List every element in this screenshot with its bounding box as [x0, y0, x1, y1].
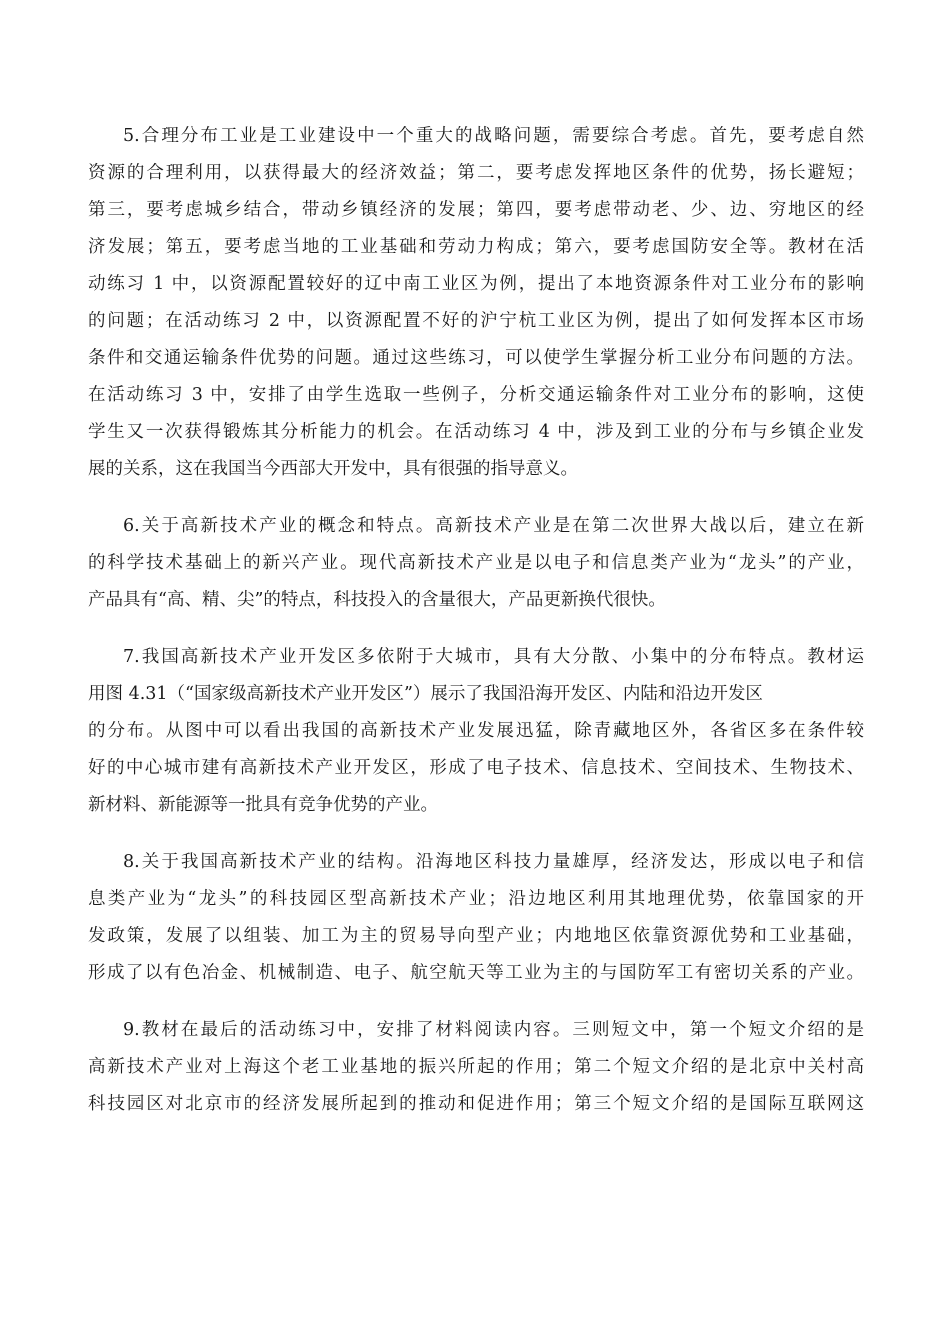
text-line: 科技园区对北京市的经济发展所起到的推动和促进作用；第三个短文介绍的是国际互联网这: [88, 1094, 864, 1114]
text-line: 的科学技术基础上的新兴产业。现代高新技术产业是以电子和信息类产业为“龙头”的产业，: [88, 553, 864, 573]
text-line: 在活动练习 3 中，安排了由学生选取一些例子，分析交通运输条件对工业分布的影响，这使: [88, 385, 864, 405]
paragraph-5: [88, 118, 864, 488]
document-page: [88, 118, 864, 1143]
text-line: 济发展；第五，要考虑当地的工业基础和劳动力构成；第六，要考虑国防安全等。教材在活: [88, 237, 864, 257]
text-line: 展的关系，这在我国当今西部大开发中，具有很强的指导意义。: [88, 459, 578, 479]
text-line: 发政策，发展了以组装、加工为主的贸易导向型产业；内地地区依靠资源优势和工业基础，: [88, 926, 864, 946]
text-line: 8.关于我国高新技术产业的结构。沿海地区科技力量雄厚，经济发达，形成以电子和信: [123, 852, 864, 872]
text-line: 新材料、新能源等一批具有竞争优势的产业。: [88, 795, 438, 815]
text-line: 好的中心城市建有高新技术产业开发区，形成了电子技术、信息技术、空间技术、生物技术、: [88, 758, 864, 778]
paragraph-6: [88, 508, 864, 619]
paragraph-9: [88, 1012, 864, 1123]
text-line: 资源的合理利用，以获得最大的经济效益；第二，要考虑发挥地区条件的优势，扬长避短；: [88, 163, 864, 183]
text-line: 9.教材在最后的活动练习中，安排了材料阅读内容。三则短文中，第一个短文介绍的是: [123, 1020, 864, 1040]
text-line: 7.我国高新技术产业开发区多依附于大城市，具有大分散、小集中的分布特点。教材运: [123, 647, 864, 667]
text-line: 5.合理分布工业是工业建设中一个重大的战略问题，需要综合考虑。首先，要考虑自然: [123, 126, 864, 146]
text-line: 条件和交通运输条件优势的问题。通过这些练习，可以使学生掌握分析工业分布问题的方法。: [88, 348, 864, 368]
text-line: 高新技术产业对上海这个老工业基地的振兴所起的作用；第二个短文介绍的是北京中关村高: [88, 1057, 864, 1077]
text-line: 的问题；在活动练习 2 中，以资源配置不好的沪宁杭工业区为例，提出了如何发挥本区市场: [88, 311, 864, 331]
paragraph-7: [88, 639, 864, 824]
text-line: 学生又一次获得锻炼其分析能力的机会。在活动练习 4 中，涉及到工业的分布与乡镇企业发: [88, 422, 864, 442]
text-line: 第三，要考虑城乡结合，带动乡镇经济的发展；第四，要考虑带动老、少、边、穷地区的经: [88, 200, 864, 220]
text-line: 的分布。从图中可以看出我国的高新技术产业发展迅猛，除青藏地区外，各省区多在条件较: [88, 721, 864, 741]
text-line: 息类产业为“龙头”的科技园区型高新技术产业；沿边地区利用其地理优势，依靠国家的开: [88, 889, 864, 909]
paragraph-8: [88, 844, 864, 992]
text-line: 用图 4.31（“国家级高新技术产业开发区”）展示了我国沿海开发区、内陆和沿边开发区: [88, 684, 763, 704]
text-line: 动练习 1 中，以资源配置较好的辽中南工业区为例，提出了本地资源条件对工业分布的影响: [88, 274, 864, 294]
text-line: 6.关于高新技术产业的概念和特点。高新技术产业是在第二次世界大战以后，建立在新: [123, 516, 864, 536]
text-line: 产品具有“高、精、尖”的特点，科技投入的含量很大，产品更新换代很快。: [88, 590, 666, 610]
text-line: 形成了以有色冶金、机械制造、电子、航空航天等工业为主的与国防军工有密切关系的产业。: [88, 963, 864, 983]
